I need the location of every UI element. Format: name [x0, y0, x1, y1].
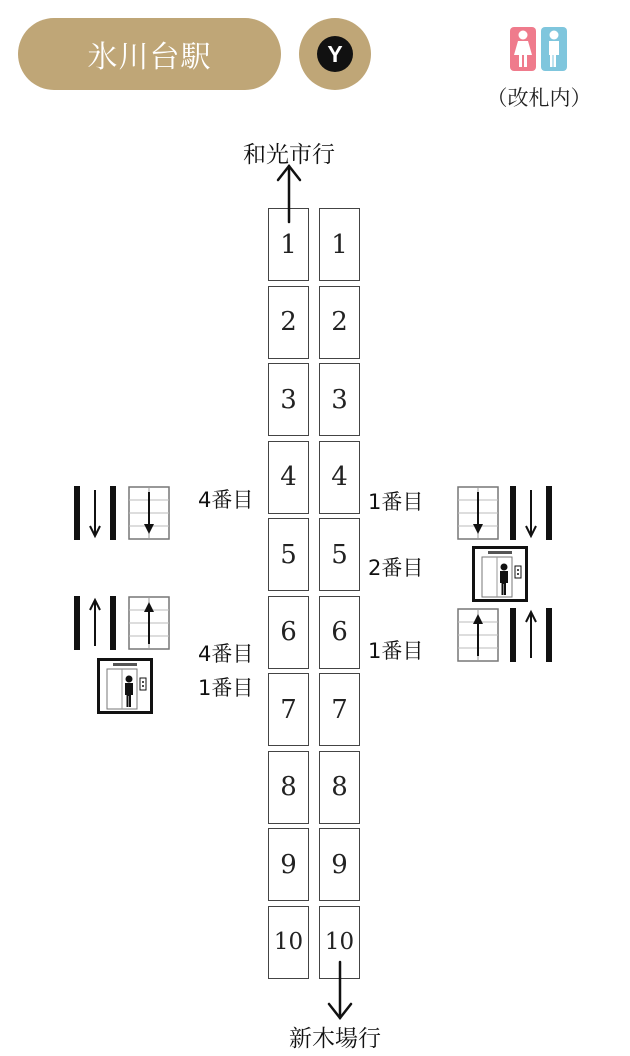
stairs-down-icon: [74, 486, 120, 544]
right-upper-exit-label: 1番目: [368, 490, 424, 514]
elevator-icon: [472, 546, 528, 606]
line-letter: Y: [317, 36, 353, 72]
escalator-down-icon: [457, 486, 499, 544]
left-car-3: 3: [268, 363, 309, 436]
right-lower-exit-label: 1番目: [368, 639, 424, 663]
north-arrow-icon: [278, 166, 300, 222]
left-car-5: 5: [268, 518, 309, 591]
stairs-up-icon: [74, 596, 120, 654]
escalator-down-icon: [128, 486, 170, 544]
right-car-6: 6: [319, 596, 360, 669]
left-lower-exit-label-1: 4番目: [198, 642, 254, 666]
left-car-1: 1: [268, 208, 309, 281]
left-lower-exit-label-2: 1番目: [198, 676, 254, 700]
right-car-5: 5: [319, 518, 360, 591]
left-car-8: 8: [268, 751, 309, 824]
left-car-2: 2: [268, 286, 309, 359]
left-car-4: 4: [268, 441, 309, 514]
escalator-up-icon: [457, 608, 499, 666]
right-car-2: 2: [319, 286, 360, 359]
station-name: 氷川台駅: [87, 40, 212, 75]
restroom-location-note: （改札内）: [486, 86, 592, 110]
left-car-6: 6: [268, 596, 309, 669]
escalator-up-icon: [128, 596, 170, 654]
right-car-10: 10: [319, 906, 360, 979]
right-car-9: 9: [319, 828, 360, 901]
right-car-8: 8: [319, 751, 360, 824]
right-car-7: 7: [319, 673, 360, 746]
right-car-3: 3: [319, 363, 360, 436]
left-car-9: 9: [268, 828, 309, 901]
left-car-10: 10: [268, 906, 309, 979]
right-car-1: 1: [319, 208, 360, 281]
south-arrow-icon: [329, 962, 351, 1018]
right-car-4: 4: [319, 441, 360, 514]
stairs-up-icon: [510, 608, 556, 666]
direction-south-label: 新木場行: [289, 1026, 381, 1052]
left-car-7: 7: [268, 673, 309, 746]
stairs-down-icon: [510, 486, 556, 544]
direction-north-label: 和光市行: [243, 142, 335, 168]
elevator-icon: [97, 658, 153, 718]
right-middle-exit-label: 2番目: [368, 556, 424, 580]
left-upper-exit-label: 4番目: [198, 488, 254, 512]
